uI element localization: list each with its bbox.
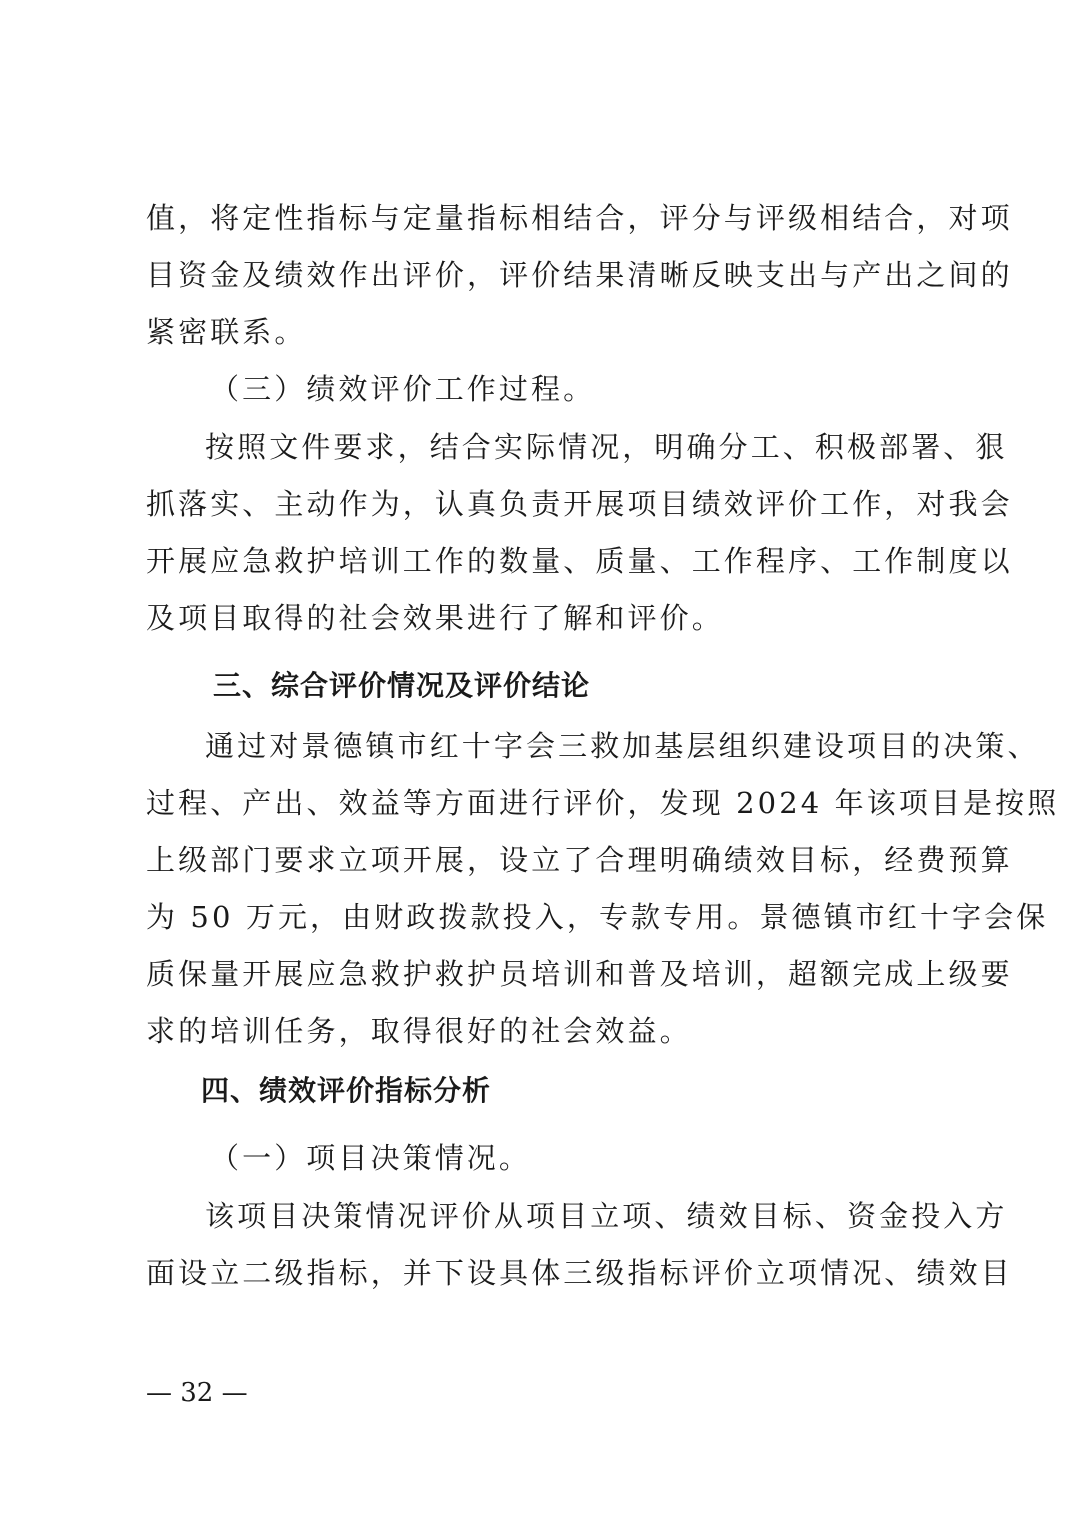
para3-line-2: 过程、产出、效益等方面进行评价，发现 2024 年该项目是按照 xyxy=(146,786,1060,820)
para3-line-3: 上级部门要求立项开展，设立了合理明确绩效目标，经费预算 xyxy=(146,843,1013,877)
section-4-heading: 四、绩效评价指标分析 xyxy=(201,1074,492,1107)
para1-line-2: 目资金及绩效作出评价，评价结果清晰反映支出与产出之间的 xyxy=(146,258,1013,292)
para2-line-2: 抓落实、主动作为，认真负责开展项目绩效评价工作，对我会 xyxy=(146,487,1013,521)
para1-line-3: 紧密联系。 xyxy=(146,315,307,349)
para2-line-3: 开展应急救护培训工作的数量、质量、工作程序、工作制度以 xyxy=(146,544,1013,578)
para4-line-1: 该项目决策情况评价从项目立项、绩效目标、资金投入方 xyxy=(205,1199,1008,1233)
page-number: — 32 — xyxy=(146,1378,248,1408)
para1-line-1: 值，将定性指标与定量指标相结合，评分与评级相结合，对项 xyxy=(146,201,1013,235)
subsection-1-title: （一）项目决策情况。 xyxy=(210,1141,532,1175)
para3-line-4: 为 50 万元，由财政拨款投入，专款专用。景德镇市红十字会保 xyxy=(146,900,1049,934)
para3-line-5: 质保量开展应急救护救护员培训和普及培训，超额完成上级要 xyxy=(146,957,1013,991)
para3-line-1: 通过对景德镇市红十字会三救加基层组织建设项目的决策、 xyxy=(205,729,1040,763)
section-3-heading: 三、综合评价情况及评价结论 xyxy=(213,669,591,702)
subsection-3-title: （三）绩效评价工作过程。 xyxy=(210,372,596,406)
para3-line-6: 求的培训任务，取得很好的社会效益。 xyxy=(146,1014,692,1048)
para4-line-2: 面设立二级指标，并下设具体三级指标评价立项情况、绩效目 xyxy=(146,1256,1013,1290)
para2-line-1: 按照文件要求，结合实际情况，明确分工、积极部署、狠 xyxy=(205,430,1008,464)
para2-line-4: 及项目取得的社会效果进行了解和评价。 xyxy=(146,601,724,635)
